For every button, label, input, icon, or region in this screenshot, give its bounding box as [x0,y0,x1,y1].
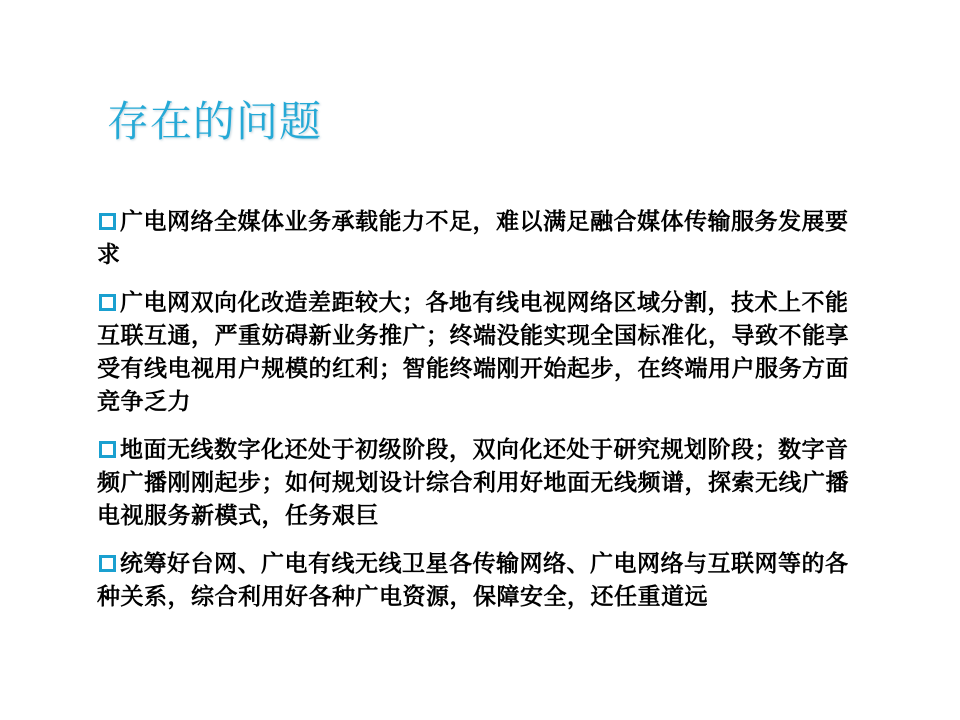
hollow-square-bullet-icon [99,213,116,230]
slide-title: 存在的问题 [107,97,323,146]
bullet-item [97,434,867,533]
bullet-text: 地面无线数字化还处于初级阶段，双向化还处于研究规划阶段；数字音频广播刚刚起步；如何规划设计综合利用好地面无线频谱，探索无线广播电视服务新模式，任务艰巨 [97,437,849,529]
hollow-square-bullet-icon [99,555,116,572]
bullet-text: 统筹好台网、广电有线无线卫星各传输网络、广电网络与互联网等的各种关系，综合利用好各种广电资源，保障安全，还任重道远 [97,551,849,610]
hollow-square-bullet-icon [99,441,116,458]
bullet-item [97,548,867,614]
hollow-square-bullet-icon [99,294,116,311]
bullet-text: 广电网双向化改造差距较大；各地有线电视网络区域分割，技术上不能互联互通，严重妨碍新业务推广；终端没能实现全国标准化，导致不能享受有线电视用户规模的红利；智能终端刚开始起步，在终端用户服务方面竞争乏力 [97,290,849,415]
bullet-list [97,206,867,629]
bullet-item [97,287,867,419]
bullet-item [97,206,867,272]
bullet-text: 广电网络全媒体业务承载能力不足，难以满足融合媒体传输服务发展要求 [97,209,849,268]
